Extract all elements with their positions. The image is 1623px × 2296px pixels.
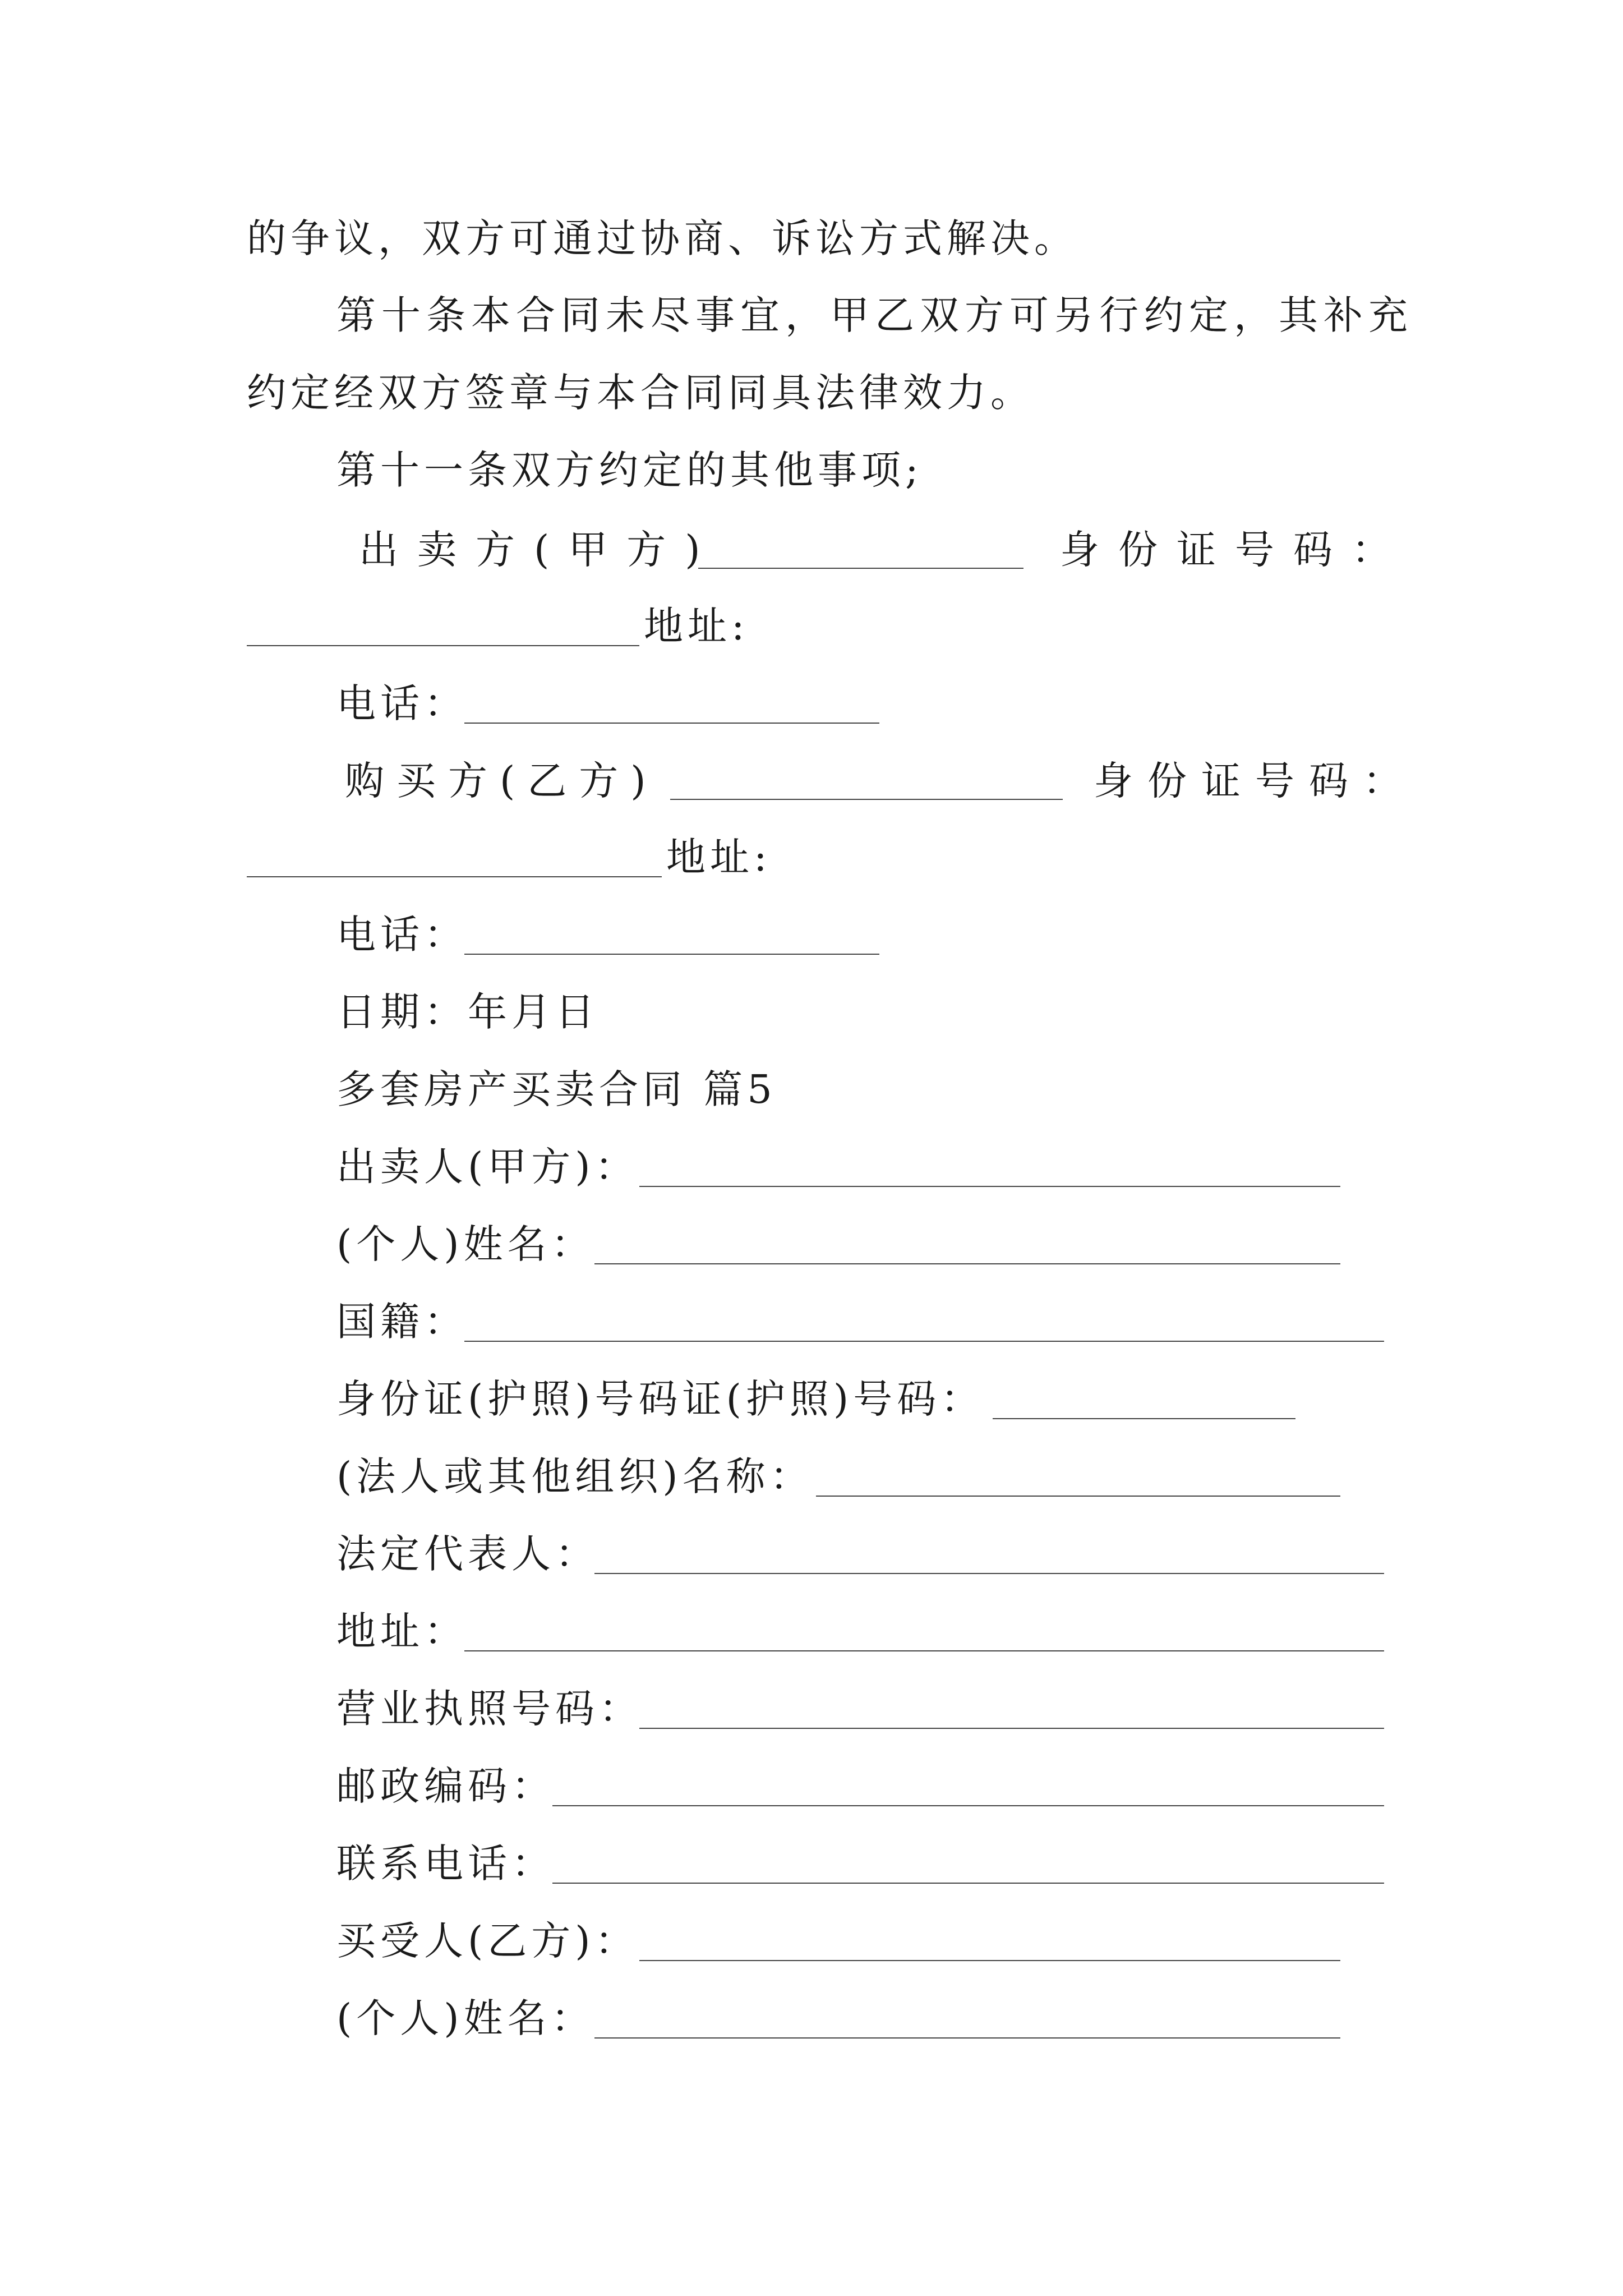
seller-section-label: 出卖人(甲方)： [336, 1144, 639, 1190]
legal-representative-label: 法定代表人： [336, 1531, 599, 1577]
person-name-blank[interactable] [594, 1263, 1340, 1264]
buyer-id-blank[interactable] [247, 876, 662, 877]
nationality-blank[interactable] [464, 1341, 1384, 1342]
buyer-person-name-label: (个人)姓名： [336, 1995, 595, 2041]
text-line: 约定经双方签章与本合同同具法律效力。 [247, 370, 1034, 416]
nationality-label: 国籍： [336, 1299, 468, 1345]
seller-label: 出卖方(甲方) [359, 527, 720, 573]
text-line: 第十一条双方约定的其他事项; [336, 447, 923, 493]
address-blank[interactable] [464, 1650, 1384, 1651]
buyer-label: 购买方(乙方) [345, 758, 658, 804]
buyer-address-label: 地址: [666, 834, 772, 880]
buyer-id-label: 身份证号码： [1094, 758, 1417, 804]
person-name-label: (个人)姓名： [336, 1221, 595, 1267]
contact-phone-label: 联系电话： [336, 1841, 555, 1887]
contact-phone-blank[interactable] [552, 1883, 1384, 1884]
buyer-phone-blank[interactable] [464, 954, 879, 955]
buyer-blank[interactable] [639, 1960, 1340, 1961]
seller-id-label: 身份证号码： [1060, 527, 1410, 573]
seller-phone-blank[interactable] [464, 723, 879, 724]
legal-representative-blank[interactable] [594, 1573, 1384, 1574]
section-title: 多套房产买卖合同 篇5 [336, 1066, 777, 1112]
seller-blank[interactable] [639, 1186, 1340, 1187]
seller-address-label: 地址: [644, 603, 749, 649]
business-license-blank[interactable] [639, 1728, 1384, 1729]
organization-name-blank[interactable] [816, 1496, 1340, 1497]
buyer-name-blank[interactable] [670, 799, 1063, 800]
address-label: 地址： [336, 1608, 468, 1654]
postal-code-blank[interactable] [552, 1805, 1384, 1806]
text-line: 的争议，双方可通过协商、诉讼方式解决。 [247, 215, 1078, 261]
date-line: 日期：年月日 [336, 989, 599, 1035]
buyer-phone-label: 电话： [336, 912, 468, 958]
id-passport-label: 身份证(护照)号码证(护照)号码： [336, 1376, 985, 1422]
id-passport-blank[interactable] [993, 1418, 1295, 1419]
buyer-section-label: 买受人(乙方)： [336, 1918, 639, 1964]
buyer-person-name-blank[interactable] [594, 2037, 1340, 2039]
organization-name-label: (法人或其他组织)名称： [336, 1453, 814, 1499]
business-license-label: 营业执照号码： [336, 1686, 643, 1732]
text-line: 第十条本合同未尽事宜，甲乙双方可另行约定，其补充 [336, 292, 1413, 338]
seller-id-blank[interactable] [247, 645, 639, 646]
seller-phone-label: 电话： [336, 680, 468, 726]
seller-name-blank[interactable] [698, 568, 1023, 569]
postal-code-label: 邮政编码： [336, 1763, 555, 1809]
